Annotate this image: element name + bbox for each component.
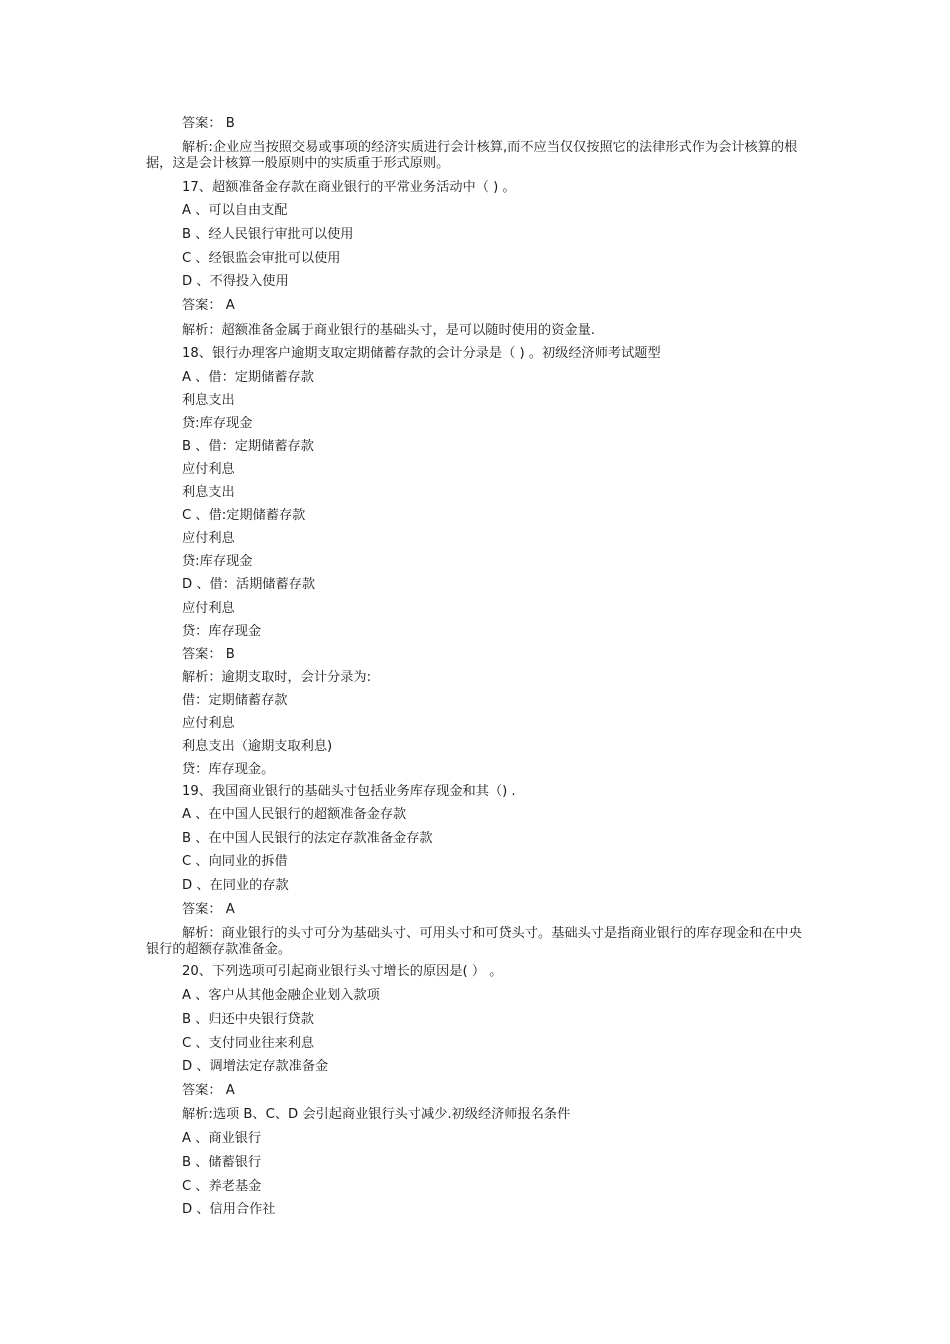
question-17: 17、超额准备金存款在商业银行的平常业务活动中（ ) 。 bbox=[182, 180, 516, 195]
answer-line: 答案： A bbox=[182, 1083, 235, 1098]
explanation-line: 解析:选项 B、C、D 会引起商业银行头寸减少.初级经济师报名条件 bbox=[182, 1107, 571, 1122]
option-b: B 、在中国人民银行的法定存款准备金存款 bbox=[182, 831, 433, 846]
option-d: D 、在同业的存款 bbox=[182, 878, 289, 893]
answer-line: 答案： A bbox=[182, 902, 235, 917]
explanation-line: 利息支出（逾期支取利息) bbox=[182, 739, 333, 754]
option-c: C 、支付同业往来利息 bbox=[182, 1036, 315, 1051]
option-line: 利息支出 bbox=[182, 485, 235, 500]
option-a: A 、借：定期储蓄存款 bbox=[182, 370, 314, 385]
option-line: 应付利息 bbox=[182, 462, 235, 477]
option-line: 应付利息 bbox=[182, 601, 235, 616]
explanation-line: 解析：逾期支取时，会计分录为: bbox=[182, 670, 372, 685]
option-d: D 、不得投入使用 bbox=[182, 274, 289, 289]
option-b: B 、经人民银行审批可以使用 bbox=[182, 227, 354, 242]
option-d: D 、信用合作社 bbox=[182, 1202, 276, 1217]
option-b: B 、借：定期储蓄存款 bbox=[182, 439, 314, 454]
option-d: D 、借：活期储蓄存款 bbox=[182, 577, 316, 592]
explanation-line: 贷：库存现金。 bbox=[182, 762, 275, 777]
explanation-line: 解析：超额准备金属于商业银行的基础头寸，是可以随时使用的资金量. bbox=[182, 323, 596, 338]
question-20: 20、下列选项可引起商业银行头寸增长的原因是( ） 。 bbox=[182, 964, 503, 979]
option-b: B 、储蓄银行 bbox=[182, 1155, 262, 1170]
option-line: 应付利息 bbox=[182, 531, 235, 546]
answer-line: 答案： A bbox=[182, 298, 235, 313]
option-a: A 、可以自由支配 bbox=[182, 203, 288, 218]
option-line: 贷:库存现金 bbox=[182, 416, 253, 431]
option-d: D 、调增法定存款准备金 bbox=[182, 1059, 329, 1074]
option-a: A 、在中国人民银行的超额准备金存款 bbox=[182, 807, 407, 822]
question-19: 19、我国商业银行的基础头寸包括业务库存现金和其（) . bbox=[182, 784, 516, 799]
option-c: C 、借:定期储蓄存款 bbox=[182, 508, 306, 523]
answer-line: 答案： B bbox=[182, 116, 235, 131]
option-c: C 、经银监会审批可以使用 bbox=[182, 251, 341, 266]
explanation-paragraph: 解析:企业应当按照交易或事项的经济实质进行会计核算,而不应当仅仅按照它的法律形式作为会计核算的根据，这是会计核算一般原则中的实质重于形式原则。 bbox=[146, 140, 798, 171]
explanation-line: 应付利息 bbox=[182, 716, 235, 731]
option-a: A 、客户从其他金融企业划入款项 bbox=[182, 988, 380, 1003]
answer-line: 答案： B bbox=[182, 647, 235, 662]
question-18: 18、银行办理客户逾期支取定期储蓄存款的会计分录是（ ) 。初级经济师考试题型 bbox=[182, 346, 661, 361]
option-c: C 、养老基金 bbox=[182, 1179, 262, 1194]
option-b: B 、归还中央银行贷款 bbox=[182, 1012, 314, 1027]
explanation-paragraph: 解析：商业银行的头寸可分为基础头寸、可用头寸和可贷头寸。基础头寸是指商业银行的库存现金和在中央银行的超额存款准备金。 bbox=[146, 926, 802, 957]
option-line: 贷：库存现金 bbox=[182, 624, 262, 639]
option-c: C 、向同业的拆借 bbox=[182, 854, 288, 869]
option-line: 利息支出 bbox=[182, 393, 235, 408]
option-line: 贷:库存现金 bbox=[182, 554, 253, 569]
explanation-line: 借：定期储蓄存款 bbox=[182, 693, 288, 708]
option-a: A 、商业银行 bbox=[182, 1131, 262, 1146]
